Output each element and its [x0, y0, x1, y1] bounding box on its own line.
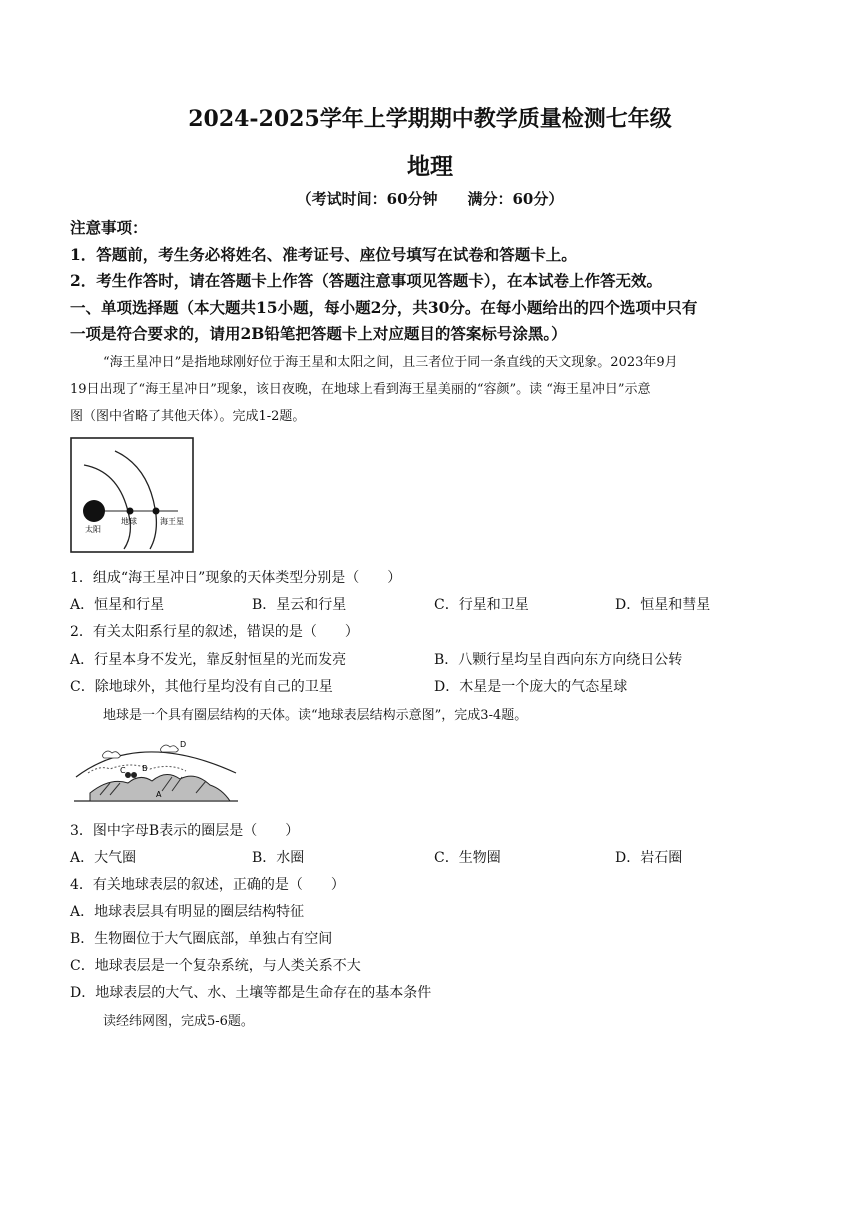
- passage-1-line2: 19日出现了“海王星冲日”现象，该日夜晚，在地球上看到海王星美丽的“容颜”。读 “海王星冲日”示意: [70, 382, 651, 397]
- label-a: A: [156, 790, 162, 799]
- q2-option-c[interactable]: C．除地球外，其他行星均没有自己的卫星: [70, 679, 333, 695]
- section-heading-line2: 一项是符合要求的，请用2B铅笔把答题卡上对应题目的答案标号涂黑。）: [70, 324, 567, 343]
- q2-option-d[interactable]: D．木星是一个庞大的气态星球: [434, 679, 628, 695]
- passage-3: 读经纬网图，完成5-6题。: [103, 1014, 254, 1029]
- q2-option-b[interactable]: B．八颗行星均呈自西向东方向绕日公转: [434, 652, 683, 668]
- label-d: D: [180, 740, 187, 749]
- sun-icon: [83, 500, 105, 522]
- notice-item-2: 2．考生作答时，请在答题卡上作答（答题注意事项见答题卡），在本试卷上作答无效。: [70, 271, 663, 290]
- passage-2: 地球是一个具有圈层结构的天体。读“地球表层结构示意图”，完成3-4题。: [103, 708, 528, 723]
- q3-option-b[interactable]: B．水圈: [252, 850, 305, 866]
- sun-label: 太阳: [85, 525, 101, 534]
- q1-option-b[interactable]: B．星云和行星: [252, 597, 347, 613]
- q4-option-a[interactable]: A．地球表层具有明显的圈层结构特征: [70, 904, 305, 920]
- q3-option-a[interactable]: A．大气圈: [70, 850, 137, 866]
- earth-surface-figure: [70, 733, 242, 805]
- q3-option-c[interactable]: C．生物圈: [434, 850, 501, 866]
- question-2-stem: 2．有关太阳系行星的叙述，错误的是（ ）: [70, 624, 359, 640]
- q1-option-c[interactable]: C．行星和卫星: [434, 597, 529, 613]
- earth-surface-diagram: [70, 733, 242, 805]
- question-3-stem: 3．图中字母B表示的圈层是（ ）: [70, 823, 300, 839]
- neptune-label: 海王星: [160, 517, 184, 526]
- earth-icon: [127, 508, 134, 515]
- question-4-stem: 4．有关地球表层的叙述，正确的是（ ）: [70, 877, 345, 893]
- tree-icon-2: [131, 772, 137, 778]
- neptune-opposition-diagram: [70, 437, 194, 553]
- label-b: B: [142, 764, 148, 773]
- earth-label: 地球: [121, 517, 137, 526]
- q3-option-d[interactable]: D．岩石圈: [615, 850, 683, 866]
- subject-title: 地理: [407, 153, 453, 180]
- notice-item-1: 1．答题前，考生务必将姓名、准考证号、座位号填写在试卷和答题卡上。: [70, 245, 577, 264]
- q1-option-d[interactable]: D．恒星和彗星: [615, 597, 711, 613]
- exam-title: 2024-2025学年上学期期中教学质量检测七年级: [188, 106, 672, 132]
- q4-option-d[interactable]: D．地球表层的大气、水、土壤等都是生命存在的基本条件: [70, 985, 432, 1001]
- tree-icon: [125, 772, 131, 778]
- neptune-opposition-figure: [70, 437, 194, 553]
- section-heading-line1: 一、单项选择题（本大题共15小题，每小题2分，共30分。在每小题给出的四个选项中只有: [70, 298, 698, 317]
- q4-option-b[interactable]: B．生物圈位于大气圈底部，单独占有空间: [70, 931, 333, 947]
- neptune-icon: [153, 508, 160, 515]
- passage-1-line1: “海王星冲日”是指地球刚好位于海王星和太阳之间，且三者位于同一条直线的天文现象。2023年9月: [103, 355, 678, 370]
- biosphere-band: [88, 765, 186, 773]
- question-1-stem: 1．组成“海王星冲日”现象的天体类型分别是（ ）: [70, 570, 402, 586]
- exam-info: （考试时间：60分钟 满分：60分）: [296, 190, 564, 208]
- passage-1-line3: 图（图中省略了其他天体）。完成1-2题。: [70, 409, 306, 424]
- cloud-icon: [103, 751, 121, 758]
- q2-option-a[interactable]: A．行星本身不发光，靠反射恒星的光而发亮: [70, 652, 347, 668]
- q1-option-a[interactable]: A．恒星和行星: [70, 597, 165, 613]
- notice-heading: 注意事项：: [70, 218, 148, 237]
- q4-option-c[interactable]: C．地球表层是一个复杂系统，与人类关系不大: [70, 958, 361, 974]
- label-c: C: [120, 766, 126, 775]
- atmosphere-boundary: [76, 752, 236, 777]
- cloud-icon-2: [161, 745, 179, 752]
